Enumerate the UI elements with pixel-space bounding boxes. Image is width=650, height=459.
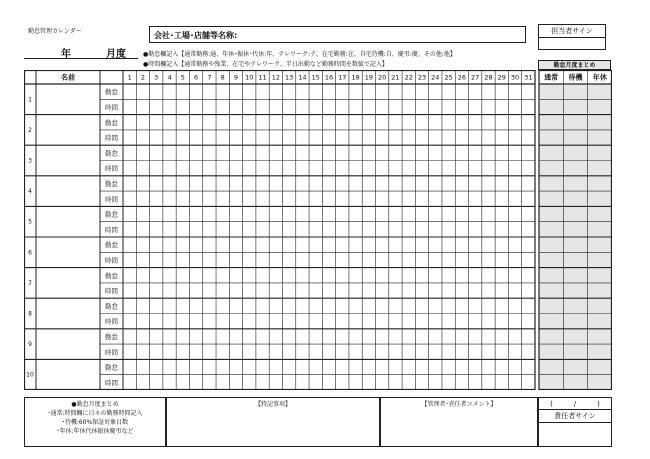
row-number-10: 10 — [26, 371, 34, 379]
day-header-6: 6 — [194, 73, 199, 82]
row-number-2: 2 — [28, 126, 32, 134]
day-header-19: 19 — [364, 73, 374, 82]
row-number-3: 3 — [28, 157, 32, 165]
year-label: 年 — [61, 49, 71, 60]
day-header-25: 25 — [444, 73, 453, 82]
sign-date-paren: ( / ) — [550, 400, 600, 408]
day-header-23: 23 — [417, 73, 427, 82]
attendance-grid[interactable] — [24, 70, 612, 390]
legend-line-normal: ･通常:時間欄に日々の勤務時間記入 — [47, 410, 143, 417]
summary-header-1: 通常 — [544, 73, 559, 82]
day-header-5: 5 — [180, 73, 185, 82]
day-header-14: 14 — [298, 73, 307, 82]
day-header-3: 3 — [154, 73, 159, 82]
day-header-16: 16 — [324, 73, 334, 82]
hours-label-1: 時間 — [105, 103, 118, 112]
attendance-label-2: 勤怠 — [105, 118, 118, 127]
attendance-grid-svg — [24, 70, 612, 390]
hours-note: ●時間欄記入【通常勤務や残業、在宅やテレワーク、半日出勤など勤務時間を数値で記入】 — [143, 61, 388, 68]
fiscal-month-label: 月度 — [106, 49, 126, 60]
day-header-22: 22 — [404, 73, 413, 82]
attendance-label-8: 勤怠 — [105, 302, 118, 311]
row-number-6: 6 — [28, 249, 32, 257]
hours-label-10: 時間 — [105, 378, 118, 387]
day-header-28: 28 — [484, 73, 493, 82]
day-header-29: 29 — [497, 73, 506, 82]
day-header-15: 15 — [311, 73, 320, 82]
day-header-21: 21 — [391, 73, 400, 82]
hours-label-2: 時間 — [105, 134, 118, 143]
attendance-label-1: 勤怠 — [105, 88, 118, 97]
attendance-label-6: 勤怠 — [105, 241, 118, 250]
special-notes-box[interactable] — [166, 397, 380, 447]
day-header-31: 31 — [524, 73, 533, 82]
attendance-label-3: 勤怠 — [105, 149, 118, 158]
attendance-label-10: 勤怠 — [105, 363, 118, 372]
row-number-8: 8 — [28, 310, 32, 318]
name-header: 名前 — [61, 73, 75, 82]
hours-label-7: 時間 — [105, 287, 118, 296]
summary-header-3: 年休 — [592, 73, 607, 82]
staff-sign-label: 担当者サイン — [539, 26, 605, 38]
day-header-18: 18 — [351, 73, 360, 82]
day-header-12: 12 — [271, 73, 280, 82]
attendance-label-5: 勤怠 — [105, 210, 118, 219]
row-number-9: 9 — [28, 341, 32, 349]
hours-label-4: 時間 — [105, 195, 118, 204]
responsible-sign-label: 責任者サイン — [539, 409, 611, 423]
attendance-label-9: 勤怠 — [105, 332, 118, 341]
responsible-sign-box[interactable] — [538, 397, 612, 447]
day-header-8: 8 — [220, 73, 225, 82]
manager-comment-title: 【管理者･責任者コメント】 — [421, 401, 497, 408]
legend-line-leave: ･年休:年休代休振休慶弔など — [56, 428, 134, 435]
day-header-30: 30 — [510, 73, 520, 82]
day-header-4: 4 — [167, 73, 172, 82]
attendance-label-4: 勤怠 — [105, 179, 118, 188]
row-number-1: 1 — [28, 96, 32, 104]
row-number-5: 5 — [28, 218, 32, 226]
day-header-27: 27 — [471, 73, 480, 82]
day-header-2: 2 — [140, 73, 146, 82]
hours-label-3: 時間 — [105, 164, 118, 173]
company-name-label: 会社･工場･店舗等名称: — [154, 31, 238, 40]
day-header-24: 24 — [431, 73, 440, 82]
attendance-note: ●勤怠欄記入【通常勤務:通、年休･振休･代休:年、テレワーク:テ、在宅勤務:在、自宅待機:自、慶弔:慶、その他:他】 — [143, 51, 456, 58]
special-notes-title: 【特記事項】 — [254, 401, 291, 408]
hours-label-9: 時間 — [105, 348, 118, 357]
staff-sign-box[interactable] — [538, 24, 606, 50]
calendar-title: 勤怠管理カレンダー — [28, 28, 82, 35]
hours-label-6: 時間 — [105, 256, 118, 265]
hours-label-5: 時間 — [105, 225, 118, 234]
summary-header-2: 待機 — [568, 73, 583, 82]
legend-title: ●勤怠月度まとめ — [71, 401, 119, 408]
day-header-11: 11 — [258, 73, 267, 82]
day-header-7: 7 — [207, 73, 212, 82]
legend-line-standby: ･待機:60%保証対象日数 — [61, 419, 129, 426]
manager-comment-box[interactable] — [380, 397, 538, 447]
hours-label-8: 時間 — [105, 317, 118, 326]
row-number-4: 4 — [28, 188, 32, 196]
day-header-13: 13 — [284, 73, 294, 82]
monthly-summary-header: 勤怠月度まとめ — [538, 60, 611, 70]
grid-border — [25, 71, 536, 390]
day-header-20: 20 — [378, 73, 387, 82]
day-header-9: 9 — [233, 73, 239, 82]
row-number-7: 7 — [28, 279, 32, 287]
attendance-label-7: 勤怠 — [105, 271, 118, 280]
day-header-26: 26 — [457, 73, 467, 82]
day-header-17: 17 — [338, 73, 347, 82]
year-underline — [24, 58, 138, 59]
company-name-field[interactable] — [149, 26, 526, 43]
day-header-10: 10 — [245, 73, 254, 82]
footer-section — [24, 397, 612, 447]
day-header-1: 1 — [127, 73, 132, 82]
summary-legend — [24, 397, 166, 447]
